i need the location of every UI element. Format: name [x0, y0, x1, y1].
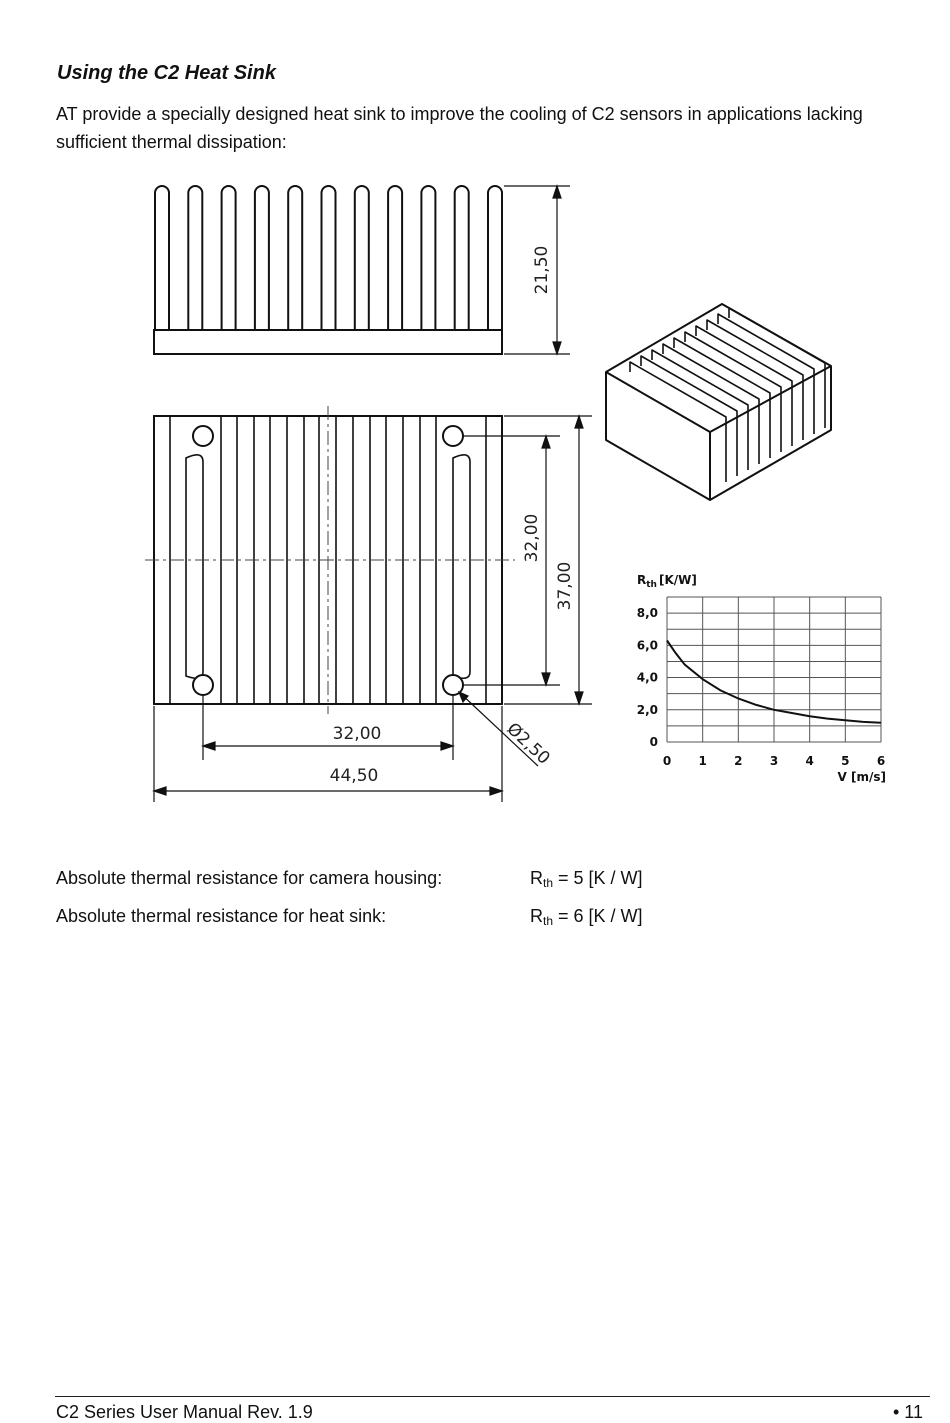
chart-y-tick: 8,0: [636, 606, 658, 621]
chart-ylabel: $R_{th}$ [K/W]: [637, 573, 697, 590]
fin-outline: [421, 186, 435, 330]
hole-spacing-h-dimension: [203, 696, 453, 760]
fin-outline: [222, 186, 236, 330]
fin-outline: [455, 186, 469, 330]
footer-rule: [55, 1396, 930, 1397]
chart-xlabel: V [m/s]: [837, 770, 886, 784]
fin-outline: [488, 186, 502, 330]
fin-outline: [288, 186, 302, 330]
depth-dimension: [504, 416, 592, 704]
chart-y-tick: 0: [649, 735, 658, 749]
chart-x-tick: 6: [876, 754, 886, 768]
spec-label: Absolute thermal resistance for heat sink:: [56, 906, 387, 926]
chart-x-tick: 5: [841, 754, 850, 768]
spec-value: Rth = 5 [K / W]: [530, 868, 643, 890]
front-view: [154, 186, 502, 354]
fin-outline: [355, 186, 369, 330]
dim-height-label: 21,50: [532, 245, 552, 295]
spec-label: Absolute thermal resistance for camera housing:: [56, 868, 443, 888]
thermal-chart: [637, 573, 886, 784]
footer-title: C2 Series User Manual Rev. 1.9: [56, 1402, 313, 1422]
page-number: • 11: [893, 1402, 923, 1422]
fin-outline: [155, 186, 169, 330]
width-dimension: [154, 706, 502, 802]
dim-width-label: 44,50: [329, 766, 379, 786]
dim-diameter-label: Ø2,50: [502, 719, 554, 769]
chart-y-tick: 4,0: [636, 670, 658, 685]
dim-depth-label: 37,00: [555, 561, 575, 611]
chart-x-tick: 1: [698, 754, 707, 768]
centerlines: [145, 406, 515, 714]
fin-outline: [255, 186, 269, 330]
dim-hole-h-label: 32,00: [332, 724, 382, 744]
section-heading: Using the C2 Heat Sink: [57, 62, 276, 84]
chart-x-tick: 2: [734, 754, 743, 768]
dim-hole-v-label: 32,00: [522, 513, 542, 563]
spec-value: Rth = 6 [K / W]: [530, 906, 643, 928]
fin-outline: [322, 186, 336, 330]
chart-x-tick: 4: [805, 754, 814, 768]
chart-y-tick: 6,0: [636, 638, 658, 653]
chart-y-tick: 2,0: [636, 702, 658, 717]
fin-outline: [188, 186, 202, 330]
isometric-view: [606, 304, 831, 500]
fin-outline: [388, 186, 402, 330]
chart-x-tick: 3: [769, 754, 779, 768]
chart-x-tick: 0: [662, 754, 672, 768]
intro-paragraph: AT provide a specially designed heat sink to improve the cooling of C2 sensors in applications lacking sufficient thermal dissipation:: [56, 104, 863, 152]
